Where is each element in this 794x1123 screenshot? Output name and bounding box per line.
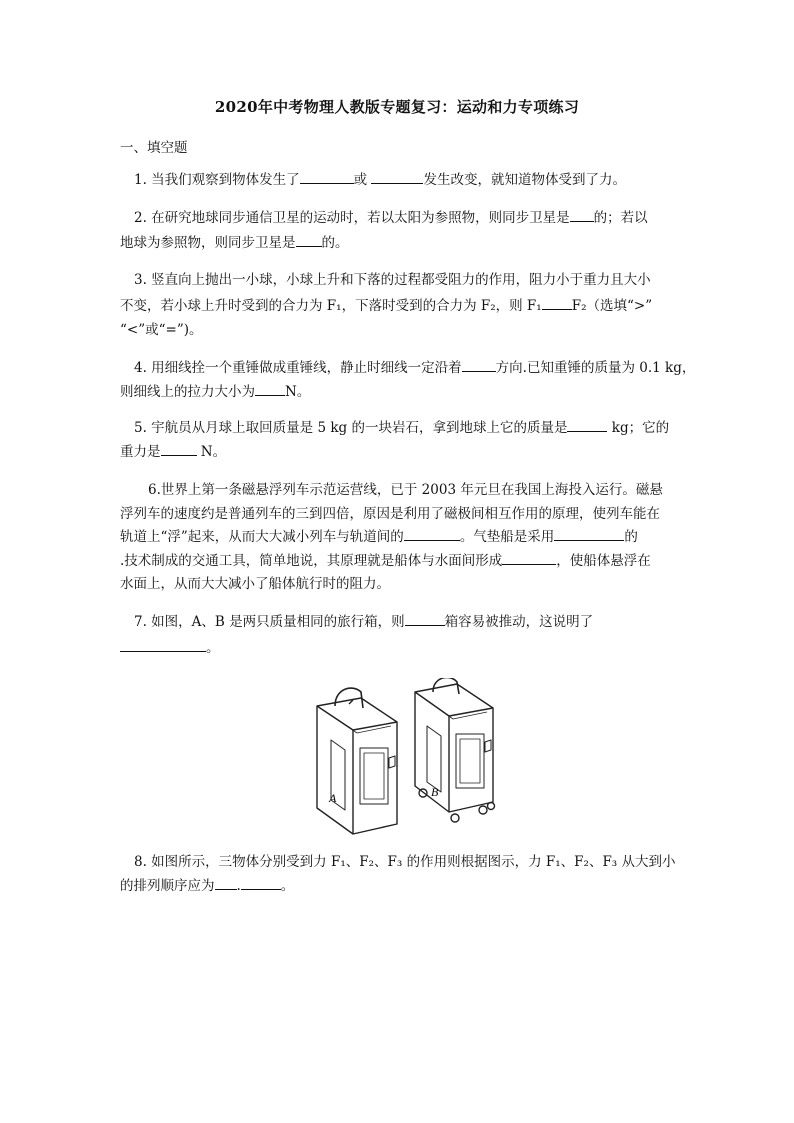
answer-blank[interactable] xyxy=(502,551,556,565)
question-6-line-1: 6.世界上第一条磁悬浮列车示范运营线，已于 2003 年元旦在我国上海投入运行。磁悬 xyxy=(148,482,663,498)
answer-blank[interactable] xyxy=(241,876,281,890)
answer-blank[interactable] xyxy=(462,358,496,372)
answer-blank[interactable] xyxy=(570,208,594,222)
question-7-line-1: 7. 如图，A、B 是两只质量相同的旅行箱，则 箱容易被推动，这说明了 xyxy=(134,614,594,630)
answer-blank[interactable] xyxy=(255,382,285,396)
wheel-icon xyxy=(479,806,487,814)
question-6-line-5: 水面上，从而大大减小了船体航行时的阻力。 xyxy=(120,576,390,592)
label-b: B xyxy=(431,785,439,799)
answer-blank[interactable] xyxy=(371,170,423,184)
question-3-line-2: 不变，若小球上升时受到的合力为 F₁，下落时受到的合力为 F₂，则 F₁ F₂（选填“>” xyxy=(120,298,653,314)
question-6-line-3: 轨道上“浮”起来，从而大大减小列车与轨道间的 。气垫船是采用 的 xyxy=(120,529,638,545)
suitcase-figure xyxy=(305,678,515,838)
section-heading: 一、填空题 xyxy=(120,140,188,156)
question-2-line-2: 地球为参照物，则同步卫星是 的。 xyxy=(120,235,349,251)
answer-blank[interactable] xyxy=(404,527,460,541)
label-a: A xyxy=(329,791,337,805)
answer-blank[interactable] xyxy=(296,233,322,247)
answer-blank[interactable] xyxy=(567,418,607,432)
question-3-line-3: “<”或“=”)。 xyxy=(120,322,203,338)
answer-blank[interactable] xyxy=(300,170,354,184)
question-8-line-2: 的排列顺序应为 . 。 xyxy=(120,878,295,894)
question-4-line-1: 4. 用细线拴一个重锤做成重锤线，静止时细线一定沿着 方向.已知重锤的质量为 0.1 kg， xyxy=(134,360,696,376)
wheel-icon xyxy=(488,803,495,810)
answer-blank[interactable] xyxy=(542,296,572,310)
question-1: 1. 当我们观察到物体发生了 或 发生改变，就知道物体受到了力。 xyxy=(134,172,626,188)
question-6-line-4: .技术制成的交通工具，简单地说，其原理就是船体与水面间形成 ，使船体悬浮在 xyxy=(120,553,651,569)
answer-blank[interactable] xyxy=(215,876,237,890)
suitcase-a xyxy=(317,688,397,834)
answer-blank[interactable] xyxy=(120,638,206,652)
answer-blank[interactable] xyxy=(405,612,445,626)
answer-blank[interactable] xyxy=(161,442,197,456)
suitcase-b xyxy=(415,678,495,822)
question-8-line-1: 8. 如图所示，三物体分别受到力 F₁、F₂、F₃ 的作用则根据图示，力 F₁、F₂、F₃ 从大到小 xyxy=(134,854,676,870)
wheel-icon xyxy=(451,814,459,822)
answer-blank[interactable] xyxy=(554,527,624,541)
question-5-line-2: 重力是 N。 xyxy=(120,444,227,460)
question-3-line-1: 3. 竖直向上抛出一小球，小球上升和下落的过程都受阻力的作用，阻力小于重力且大小 xyxy=(134,272,651,288)
question-7-line-2: 。 xyxy=(120,638,220,658)
question-2-line-1: 2. 在研究地球同步通信卫星的运动时，若以太阳为参照物，则同步卫星是 的；若以 xyxy=(134,210,648,226)
question-4-line-2: 则细线上的拉力大小为 N。 xyxy=(120,384,311,400)
question-5-line-1: 5. 宇航员从月球上取回质量是 5 kg 的一块岩石，拿到地球上它的质量是 kg；它的 xyxy=(134,420,670,436)
question-6-line-2: 浮列车的速度约是普通列车的三到四倍，原因是利用了磁极间相互作用的原理，使列车能在 xyxy=(120,506,660,522)
page-title: 2020年中考物理人教版专题复习：运动和力专项练习 xyxy=(214,98,580,116)
